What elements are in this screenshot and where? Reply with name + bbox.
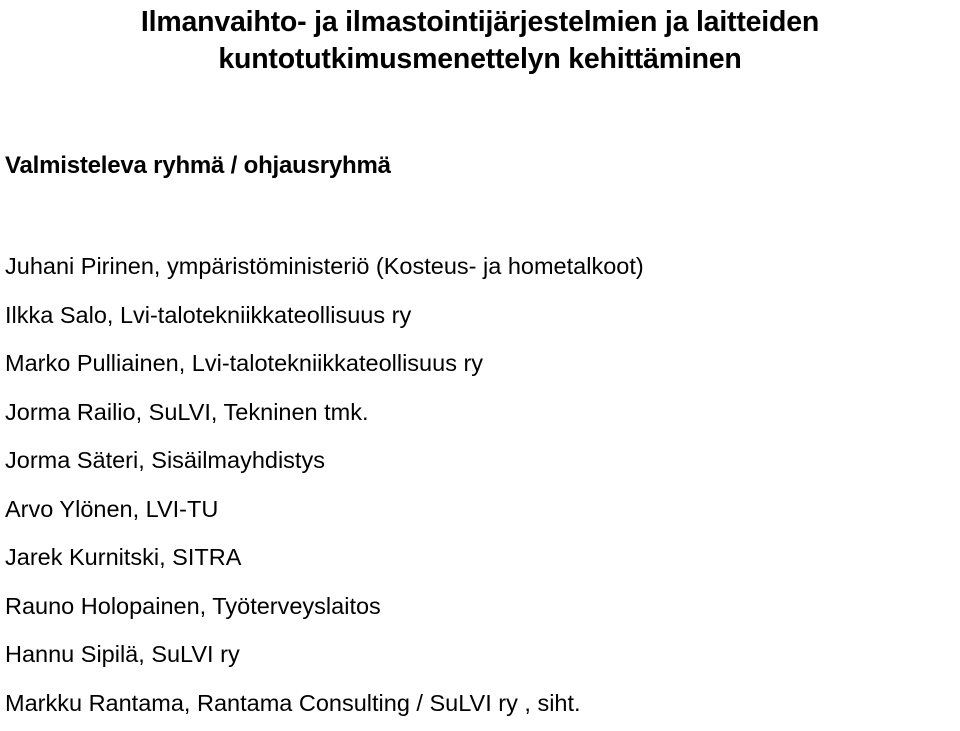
member-item: Jarek Kurnitski, SITRA [5, 537, 644, 586]
member-item: Rauno Holopainen, Työterveyslaitos [5, 586, 644, 635]
member-item: Juhani Pirinen, ympäristöministeriö (Kosteus- ja hometalkoot) [5, 246, 644, 295]
member-item: Jorma Railio, SuLVI, Tekninen tmk. [5, 392, 644, 441]
title-line-2: kuntotutkimusmenettelyn kehittäminen [0, 41, 960, 78]
member-item: Jorma Säteri, Sisäilmayhdistys [5, 440, 644, 489]
member-item: Hannu Sipilä, SuLVI ry [5, 634, 644, 683]
member-item: Markku Rantama, Rantama Consulting / SuLVI ry , siht. [5, 683, 644, 731]
member-item: Ilkka Salo, Lvi-talotekniikkateollisuus ry [5, 295, 644, 344]
member-item: Marko Pulliainen, Lvi-talotekniikkateollisuus ry [5, 343, 644, 392]
title-line-1: Ilmanvaihto- ja ilmastointijärjestelmien ja laitteiden [0, 4, 960, 41]
group-heading: Valmisteleva ryhmä / ohjausryhmä [5, 150, 391, 182]
document-title [0, 4, 960, 78]
member-list [5, 246, 644, 731]
member-item: Arvo Ylönen, LVI-TU [5, 489, 644, 538]
